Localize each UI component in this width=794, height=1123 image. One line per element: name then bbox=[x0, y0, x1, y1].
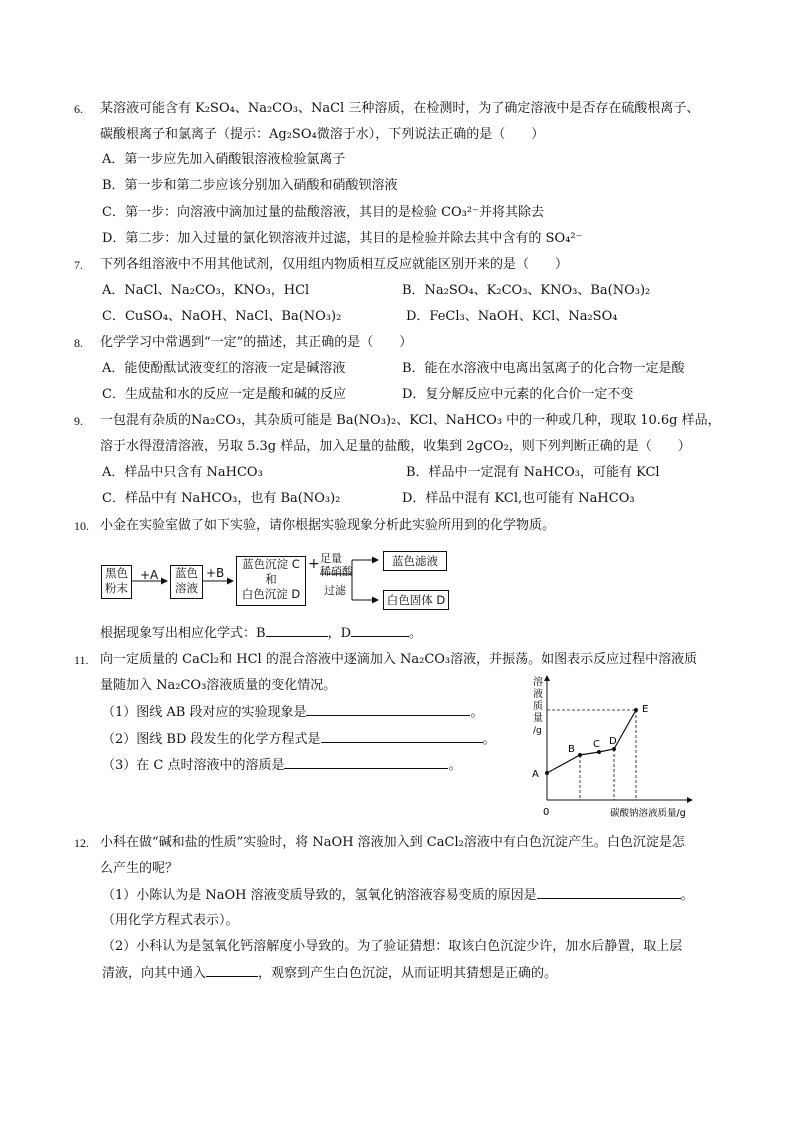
graph-ylabel-4: 量 bbox=[533, 713, 543, 724]
flow-label-reagent-1: 足量 bbox=[320, 552, 342, 565]
q10-blank-d[interactable] bbox=[351, 624, 409, 637]
q12-stem-line1: 小科在做“碱和盐的性质”实验时，将 NaOH 溶液加入到 CaCl₂溶液中有白色沉淀产生。白色沉淀是怎 bbox=[100, 835, 685, 850]
q6-option-b: B．第一步和第二步应该分别加入硝酸和硝酸钡溶液 bbox=[102, 178, 398, 193]
q11-blank-1[interactable] bbox=[306, 703, 470, 716]
q11-sub1 bbox=[102, 703, 484, 722]
q10-answer-mid: ，D bbox=[327, 626, 351, 641]
q8-option-b: B．能在水溶液中电离出氢离子的化合物一定是酸 bbox=[402, 361, 685, 376]
q11-sub1-end: 。 bbox=[470, 705, 484, 720]
graph-ylabel-3: 质 bbox=[533, 701, 543, 712]
q10-blank-b[interactable] bbox=[266, 624, 328, 637]
q7-option-b: B．Na₂SO₄、K₂CO₃、KNO₃、Ba(NO₃)₂ bbox=[402, 283, 651, 298]
q11-sub2 bbox=[102, 730, 496, 749]
q12-sub2-text-b: ，观察到产生白色沉淀，从而证明其猜想是正确的。 bbox=[258, 966, 558, 981]
q8-stem: 化学学习中常遇到“一定”的描述，其正确的是（ ） bbox=[100, 335, 413, 350]
flow-box-precipitates bbox=[236, 556, 306, 606]
graph-ylabel-1: 溶 bbox=[533, 677, 543, 688]
graph-point-e bbox=[634, 708, 638, 712]
q11-graph bbox=[520, 672, 700, 822]
graph-label-c: C bbox=[593, 739, 600, 750]
flow-box3-line2: 和 bbox=[265, 572, 277, 586]
q12-blank-1[interactable] bbox=[537, 886, 681, 899]
flow-box-blue-filtrate: 蓝色滤液 bbox=[383, 551, 447, 571]
graph-point-a bbox=[545, 771, 549, 775]
q9-number: 9. bbox=[74, 414, 83, 428]
flow-label-plus-a: +A bbox=[140, 568, 159, 582]
q9-option-b: B．样品中一定混有 NaHCO₃，可能有 KCl bbox=[406, 465, 660, 480]
graph-label-e: E bbox=[642, 704, 649, 715]
q12-sub2-text-a: 清液，向其中通入 bbox=[102, 966, 207, 981]
q10-number: 10. bbox=[74, 519, 89, 533]
q6-option-a: A．第一步应先加入硝酸银溶液检验氯离子 bbox=[102, 152, 346, 167]
q11-sub2-end: 。 bbox=[482, 732, 496, 747]
q6-option-d: D．第二步：加入过量的氯化钡溶液并过滤，其目的是检验并除去其中含有的 SO₄²⁻ bbox=[102, 231, 583, 246]
graph-curve bbox=[547, 710, 636, 773]
graph-ylabel-2: 液 bbox=[533, 689, 543, 700]
flow-box-white-solid: 白色固体 D bbox=[383, 590, 449, 610]
flow-label-plus-b: +B bbox=[206, 566, 225, 580]
graph-point-d bbox=[612, 747, 616, 751]
q10-stem: 小金在实验室做了如下实验，请你根据实验现象分析此实验所用到的化学物质。 bbox=[100, 518, 556, 533]
q9-option-a: A．样品中只含有 NaHCO₃ bbox=[102, 465, 263, 480]
q7-option-a: A．NaCl、Na₂CO₃，KNO₃，HCl bbox=[102, 283, 310, 298]
q11-number: 11. bbox=[74, 653, 89, 667]
q12-sub2-line1: （2）小科认为是氢氧化钙溶解度小导致的。为了验证猜想：取该白色沉淀少许，加水后静置，取上层 bbox=[102, 939, 683, 954]
q11-sub1-text: （1）图线 AB 段对应的实验现象是 bbox=[102, 705, 307, 720]
q11-blank-3[interactable] bbox=[284, 756, 448, 769]
flow-label-plus: + bbox=[308, 556, 320, 572]
q7-number: 7. bbox=[74, 258, 83, 272]
q12-sub1-text: （1）小陈认为是 NaOH 溶液变质导致的，氢氧化钠溶液容易变质的原因是 bbox=[102, 888, 537, 903]
q8-option-c: C．生成盐和水的反应一定是酸和碱的反应 bbox=[102, 387, 346, 402]
q11-sub3-end: 。 bbox=[448, 758, 462, 773]
q6-stem-line1: 某溶液可能含有 K₂SO₄、Na₂CO₃、NaCl 三种溶质，在检测时，为了确定溶液中是否存在硫酸根离子、 bbox=[100, 101, 700, 116]
q12-blank-2[interactable] bbox=[206, 964, 258, 977]
q7-option-c: C．CuSO₄、NaOH、NaCl、Ba(NO₃)₂ bbox=[102, 309, 342, 324]
q10-answer-prefix: 根据现象写出相应化学式：B bbox=[100, 626, 266, 641]
q8-option-a: A．能使酚酞试液变红的溶液一定是碱溶液 bbox=[102, 361, 346, 376]
q11-blank-2[interactable] bbox=[321, 730, 483, 743]
q12-sub1b: （用化学方程式表示）。 bbox=[102, 913, 239, 928]
q10-answer-end: 。 bbox=[409, 626, 423, 641]
graph-ylabel-5: /g bbox=[533, 726, 542, 736]
q7-option-d: D．FeCl₃、NaOH、KCl、Na₂SO₄ bbox=[406, 309, 618, 324]
q12-stem-line2: 么产生的呢？ bbox=[100, 861, 179, 876]
graph-label-b: B bbox=[568, 744, 575, 755]
q9-option-c: C．样品中有 NaHCO₃，也有 Ba(NO₃)₂ bbox=[102, 491, 341, 506]
graph-point-b bbox=[578, 753, 582, 757]
graph-label-d: D bbox=[609, 736, 617, 747]
flow-box3-line3: 白色沉淀 D bbox=[241, 587, 301, 601]
q12-sub1-end: 。 bbox=[680, 888, 694, 903]
q6-number: 6. bbox=[74, 102, 83, 116]
q11-stem-line1: 向一定质量的 CaCl₂和 HCl 的混合溶液中逐滴加入 Na₂CO₃溶液，并振荡。如图表示反应过程中溶液质 bbox=[100, 652, 698, 667]
q9-stem-line2: 溶于水得澄清溶液，另取 5.3g 样品，加入足量的盐酸，收集到 2gCO₂，则下列判断正确的是（ ） bbox=[100, 439, 691, 454]
q10-answer-line bbox=[100, 624, 422, 643]
flow-label-filter: 过滤 bbox=[324, 584, 346, 597]
q9-stem-line1: 一包混有杂质的Na₂CO₃，其杂质可能是 Ba(NO₃)₂、KCl、NaHCO₃ 中的一种或几种，现取 10.6g 样品， bbox=[100, 413, 721, 428]
graph-label-a: A bbox=[532, 769, 539, 780]
q11-sub3 bbox=[102, 756, 462, 775]
q7-stem: 下列各组溶液中不用其他试剂，仅用组内物质相互反应就能区别开来的是（ ） bbox=[100, 257, 569, 272]
q9-option-d: D．样品中混有 KCl,也可能有 NaHCO₃ bbox=[402, 491, 635, 506]
q12-sub2-line2 bbox=[102, 964, 557, 983]
flow-box3-line1: 蓝色沉淀 C bbox=[242, 557, 300, 571]
q6-stem-line2: 碳酸根离子和氯离子（提示：Ag₂SO₄微溶于水），下列说法正确的是（ ） bbox=[100, 127, 545, 142]
q11-stem-line2: 量随加入 Na₂CO₃溶液质量的变化情况。 bbox=[100, 678, 337, 693]
flow-label-reagent-2: 稀硝酸 bbox=[320, 565, 353, 578]
q12-sub1 bbox=[102, 886, 694, 905]
q12-number: 12. bbox=[74, 836, 89, 850]
graph-origin: 0 bbox=[543, 807, 550, 818]
q11-sub3-text: （3）在 C 点时溶液中的溶质是 bbox=[102, 758, 285, 773]
q11-sub2-text: （2）图线 BD 段发生的化学方程式是 bbox=[102, 732, 321, 747]
q6-option-c: C．第一步：向溶液中滴加过量的盐酸溶液，其目的是检验 CO₃²⁻并将其除去 bbox=[102, 205, 544, 220]
graph-point-c bbox=[597, 750, 601, 754]
flow-box-black-powder: 黑色 粉末 bbox=[101, 565, 132, 599]
q8-option-d: D．复分解反应中元素的化合价一定不变 bbox=[402, 387, 634, 402]
flow-box-blue-solution: 蓝色 溶液 bbox=[170, 565, 203, 599]
q8-number: 8. bbox=[74, 336, 83, 350]
graph-xlabel: 碳酸钠溶液质量/g bbox=[610, 808, 686, 819]
